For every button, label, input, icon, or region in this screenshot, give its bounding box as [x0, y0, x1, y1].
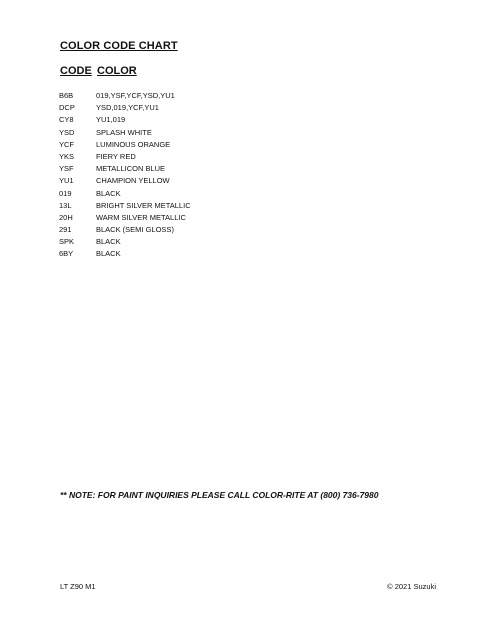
color-code: 6BY: [59, 249, 74, 259]
color-code: YKS: [59, 151, 75, 161]
color-code: CY8: [59, 115, 74, 125]
color-name: LUMINOUS ORANGE: [96, 139, 171, 149]
list-item: [59, 114, 359, 126]
color-name: YU1,019: [96, 115, 126, 125]
color-name: YSD,019,YCF,YU1: [96, 103, 159, 113]
column-header-color: COLOR: [97, 65, 137, 77]
list-item: [59, 188, 359, 200]
page-title: COLOR CODE CHART: [60, 40, 178, 52]
list-item: [59, 163, 359, 175]
footer-model-code: LT Z90 M1: [60, 582, 96, 591]
color-code: YU1: [59, 176, 74, 186]
list-item: [59, 139, 359, 151]
color-code: YSD: [59, 127, 75, 137]
list-item: [59, 175, 359, 187]
color-code: YSF: [59, 164, 74, 174]
color-name: SPLASH WHITE: [96, 127, 152, 137]
list-item: [59, 127, 359, 139]
color-name: CHAMPION YELLOW: [96, 176, 170, 186]
list-item: [59, 102, 359, 114]
color-code: B6B: [59, 91, 74, 100]
color-code: 13L: [59, 200, 72, 210]
list-item: [59, 224, 359, 236]
color-code: 291: [59, 225, 72, 235]
column-header-code: CODE: [60, 65, 92, 77]
color-name: BLACK (SEMI GLOSS): [96, 225, 174, 235]
footer-copyright: © 2021 Suzuki: [387, 582, 436, 591]
list-item: [59, 90, 359, 102]
color-name: FIERY RED: [96, 151, 136, 161]
list-item: [59, 212, 359, 224]
list-item: [59, 248, 359, 260]
list-item: [59, 236, 359, 248]
color-code: YCF: [59, 139, 74, 149]
list-item: [59, 200, 359, 212]
color-name: BRIGHT SILVER METALLIC: [96, 200, 191, 210]
color-code: SPK: [59, 237, 75, 247]
color-code: DCP: [59, 103, 75, 113]
color-code: 019: [59, 188, 72, 198]
color-name: 019,YSF,YCF,YSD,YU1: [96, 91, 175, 100]
list-item: [59, 151, 359, 163]
color-name: BLACK: [96, 249, 121, 259]
color-name: WARM SILVER METALLIC: [96, 212, 186, 222]
color-name: BLACK: [96, 188, 121, 198]
color-code-list: [59, 90, 359, 261]
color-code: 20H: [59, 212, 73, 222]
paint-inquiry-note: ** NOTE: FOR PAINT INQUIRIES PLEASE CALL COLOR-RITE AT (800) 736-7980: [60, 490, 379, 500]
color-name: BLACK: [96, 237, 121, 247]
color-name: METALLICON BLUE: [96, 164, 166, 174]
